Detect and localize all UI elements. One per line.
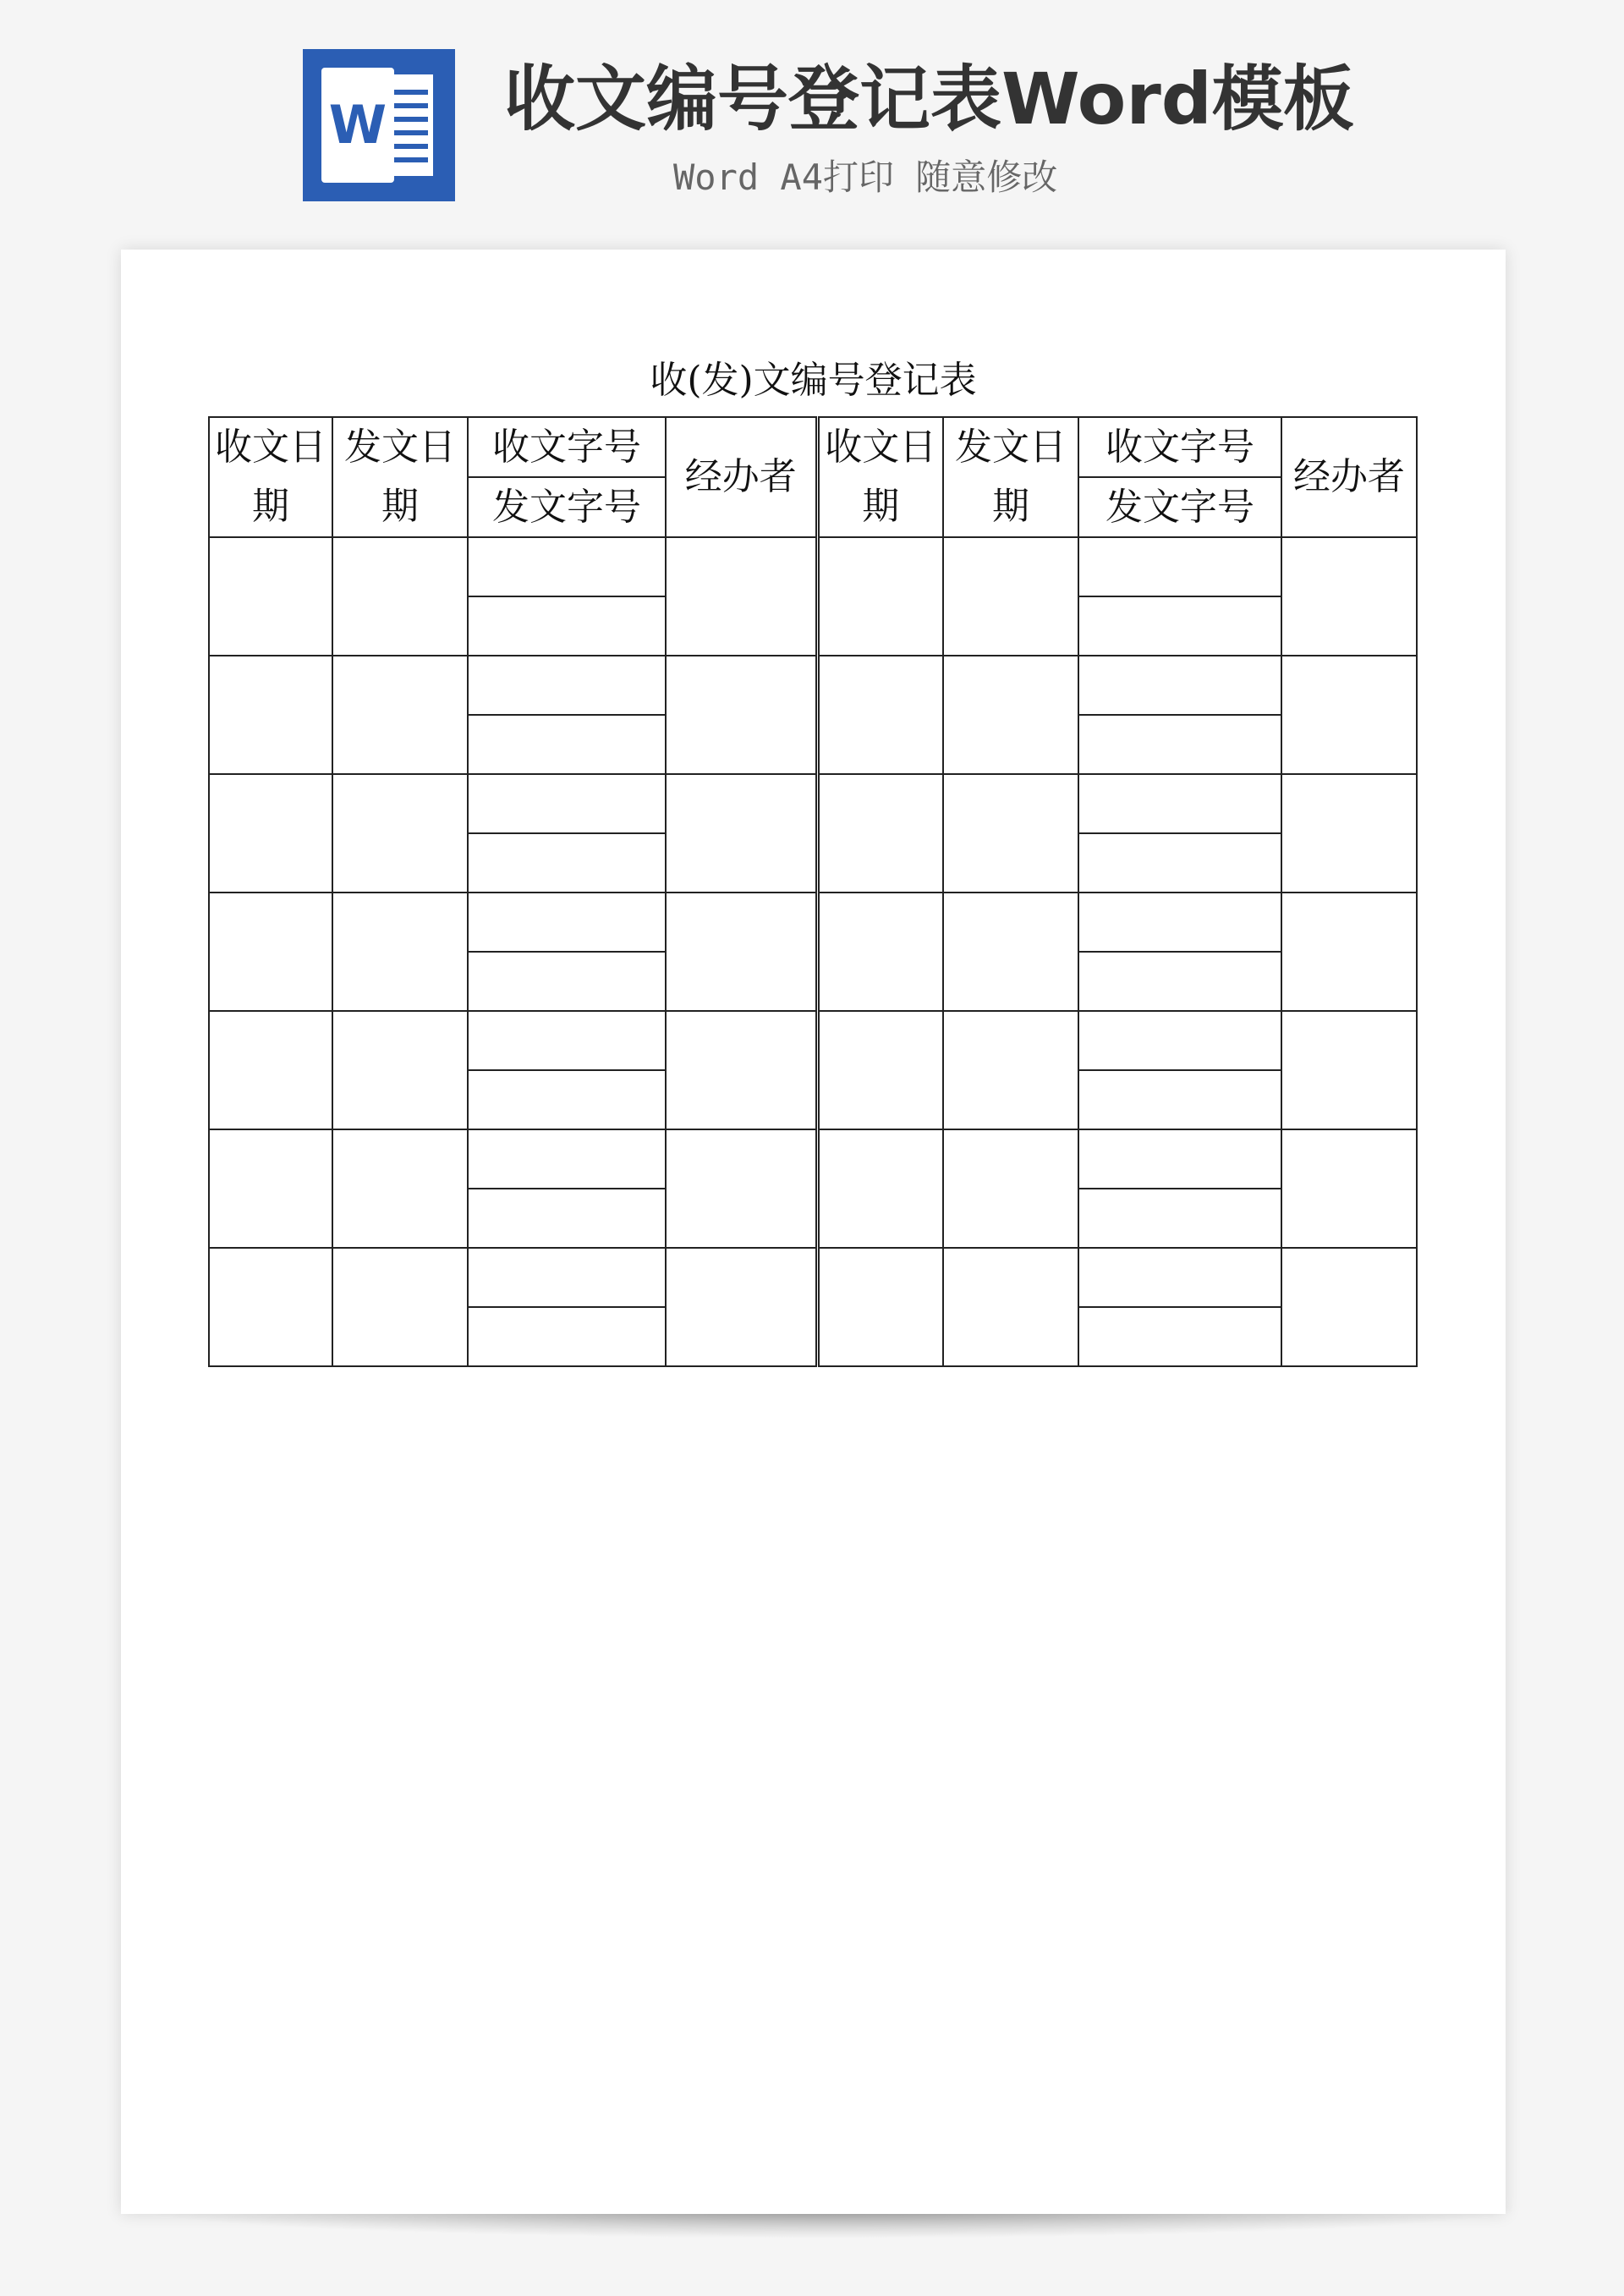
table-row	[209, 1011, 1417, 1070]
receive-no-cell[interactable]	[1078, 1011, 1281, 1070]
handler-cell[interactable]	[1281, 1011, 1417, 1129]
send-no-cell[interactable]	[1078, 1189, 1281, 1248]
receive-date-cell[interactable]	[209, 1129, 332, 1248]
send-date-cell[interactable]	[332, 1011, 468, 1129]
handler-cell[interactable]	[1281, 774, 1417, 893]
handler-cell[interactable]	[1281, 893, 1417, 1011]
receive-no-cell[interactable]	[468, 1248, 666, 1307]
handler-cell[interactable]	[1281, 656, 1417, 774]
handler-cell[interactable]	[666, 537, 817, 656]
send-no-cell[interactable]	[1078, 1307, 1281, 1366]
send-no-cell[interactable]	[1078, 952, 1281, 1011]
handler-cell[interactable]	[666, 774, 817, 893]
col-receive-date-left: 收文日期	[209, 417, 332, 537]
receive-no-cell[interactable]	[468, 537, 666, 596]
col-send-date-right: 发文日期	[943, 417, 1078, 537]
send-no-cell[interactable]	[468, 715, 666, 774]
send-date-cell[interactable]	[332, 656, 468, 774]
send-no-cell[interactable]	[1078, 1070, 1281, 1129]
send-date-cell[interactable]	[943, 774, 1078, 893]
send-date-cell[interactable]	[332, 537, 468, 656]
table-row	[209, 893, 1417, 952]
send-no-cell[interactable]	[468, 1070, 666, 1129]
send-date-cell[interactable]	[943, 1011, 1078, 1129]
send-date-cell[interactable]	[332, 774, 468, 893]
send-no-cell[interactable]	[468, 1307, 666, 1366]
col-handler-right: 经办者	[1281, 417, 1417, 537]
receive-no-cell[interactable]	[1078, 1248, 1281, 1307]
col-handler-left: 经办者	[666, 417, 817, 537]
handler-cell[interactable]	[666, 656, 817, 774]
receive-date-cell[interactable]	[209, 893, 332, 1011]
send-no-cell[interactable]	[468, 952, 666, 1011]
send-no-cell[interactable]	[468, 1189, 666, 1248]
col-send-no-left: 发文字号	[468, 477, 666, 537]
handler-cell[interactable]	[1281, 1129, 1417, 1248]
receive-no-cell[interactable]	[1078, 537, 1281, 596]
send-no-cell[interactable]	[468, 596, 666, 656]
receive-date-cell[interactable]	[817, 537, 943, 656]
handler-cell[interactable]	[666, 1129, 817, 1248]
send-no-cell[interactable]	[468, 833, 666, 893]
send-date-cell[interactable]	[332, 893, 468, 1011]
receive-date-cell[interactable]	[817, 1248, 943, 1366]
receive-no-cell[interactable]	[1078, 656, 1281, 715]
send-date-cell[interactable]	[332, 1248, 468, 1366]
receive-no-cell[interactable]	[468, 774, 666, 833]
send-date-cell[interactable]	[943, 1129, 1078, 1248]
receive-no-cell[interactable]	[1078, 774, 1281, 833]
receive-date-cell[interactable]	[817, 656, 943, 774]
receive-date-cell[interactable]	[817, 1129, 943, 1248]
receive-no-cell[interactable]	[1078, 1129, 1281, 1189]
page-subtitle: Word A4打印 随意修改	[673, 157, 1058, 198]
receive-no-cell[interactable]	[468, 1129, 666, 1189]
send-date-cell[interactable]	[943, 656, 1078, 774]
receive-no-cell[interactable]	[468, 656, 666, 715]
col-send-no-right: 发文字号	[1078, 477, 1281, 537]
receive-date-cell[interactable]	[209, 1011, 332, 1129]
word-logo-letter: W	[321, 68, 394, 183]
handler-cell[interactable]	[666, 1248, 817, 1366]
table-row	[209, 537, 1417, 596]
table-row	[209, 774, 1417, 833]
handler-cell[interactable]	[1281, 1248, 1417, 1366]
send-no-cell[interactable]	[1078, 596, 1281, 656]
receive-date-cell[interactable]	[817, 893, 943, 1011]
table-row	[209, 1248, 1417, 1307]
receive-date-cell[interactable]	[209, 774, 332, 893]
receive-no-cell[interactable]	[468, 893, 666, 952]
handler-cell[interactable]	[1281, 537, 1417, 656]
receive-date-cell[interactable]	[209, 1248, 332, 1366]
col-send-date-left: 发文日期	[332, 417, 468, 537]
header-row	[209, 417, 1417, 477]
col-receive-no-left: 收文字号	[468, 417, 666, 477]
word-logo-icon	[303, 49, 455, 201]
send-date-cell[interactable]	[943, 537, 1078, 656]
page-title: 收文编号登记表Word模板	[504, 58, 1354, 140]
handler-cell[interactable]	[666, 893, 817, 1011]
send-date-cell[interactable]	[943, 893, 1078, 1011]
document-title: 收(发)文编号登记表	[650, 359, 977, 402]
send-no-cell[interactable]	[1078, 715, 1281, 774]
receive-date-cell[interactable]	[209, 537, 332, 656]
col-receive-date-right: 收文日期	[817, 417, 943, 537]
send-no-cell[interactable]	[1078, 833, 1281, 893]
register-table	[208, 416, 1418, 1367]
table-row	[209, 1129, 1417, 1189]
receive-date-cell[interactable]	[817, 1011, 943, 1129]
handler-cell[interactable]	[666, 1011, 817, 1129]
receive-no-cell[interactable]	[468, 1011, 666, 1070]
page-header	[0, 0, 1624, 220]
receive-date-cell[interactable]	[817, 774, 943, 893]
col-receive-no-right: 收文字号	[1078, 417, 1281, 477]
receive-no-cell[interactable]	[1078, 893, 1281, 952]
send-date-cell[interactable]	[943, 1248, 1078, 1366]
send-date-cell[interactable]	[332, 1129, 468, 1248]
receive-date-cell[interactable]	[209, 656, 332, 774]
document-page	[121, 250, 1506, 2214]
table-row	[209, 656, 1417, 715]
